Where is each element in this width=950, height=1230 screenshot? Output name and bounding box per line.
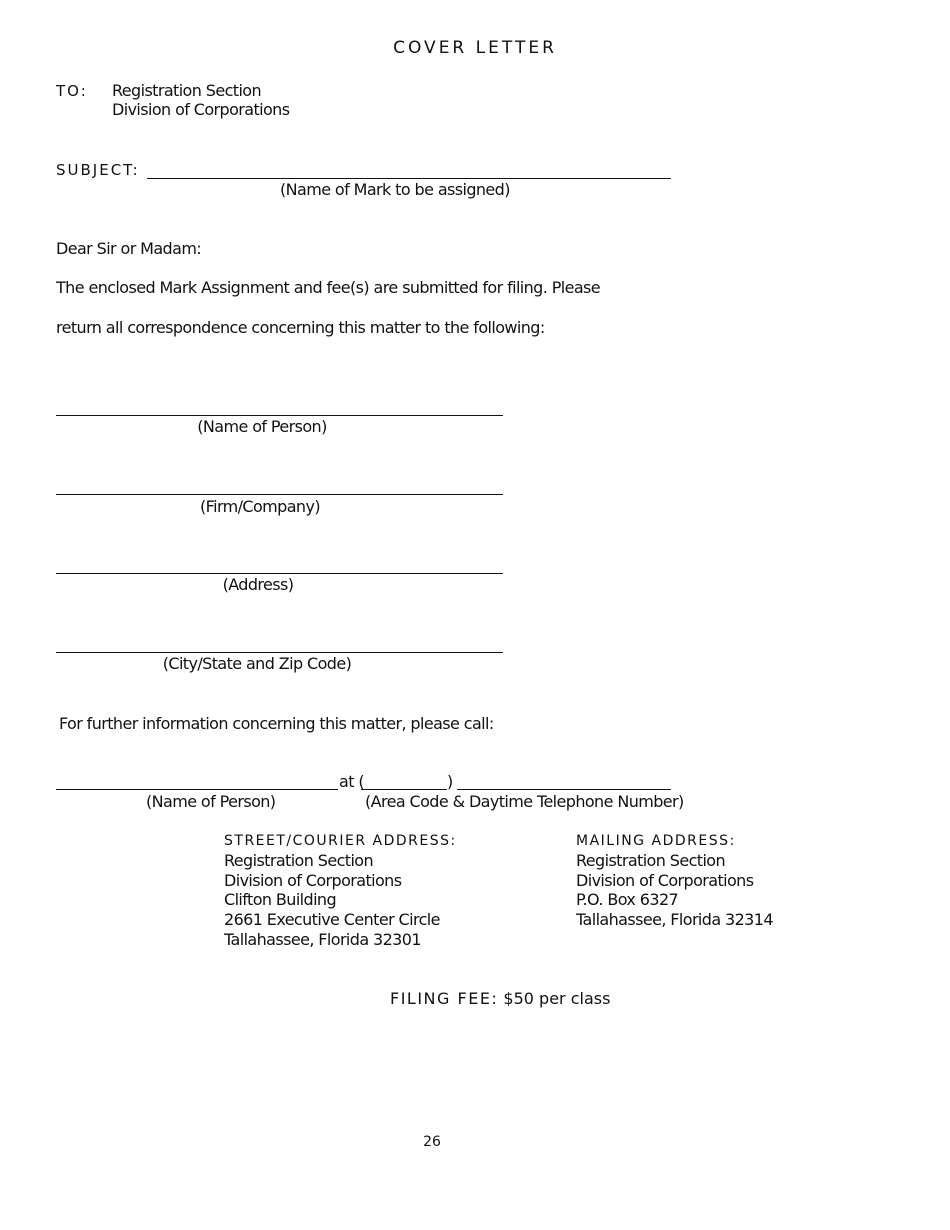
street-address-line: 2661 Executive Center Circle <box>224 910 440 929</box>
mailing-address-line: Registration Section <box>576 851 726 870</box>
salutation: Dear Sir or Madam: <box>56 239 202 258</box>
phone-caption: (Area Code & Daytime Telephone Number) <box>365 792 684 811</box>
to-label: TO: <box>56 82 88 100</box>
street-address-line: Clifton Building <box>224 890 337 909</box>
contact-name-line[interactable] <box>56 789 338 790</box>
further-info-text: For further information concerning this matter, please call: <box>59 714 494 733</box>
mailing-address-heading: MAILING ADDRESS: <box>576 833 736 849</box>
street-address-line: Division of Corporations <box>224 871 402 890</box>
subject-label: SUBJECT: <box>56 161 140 179</box>
filing-fee-value: $50 per class <box>503 989 611 1008</box>
page-number: 26 <box>423 1134 441 1150</box>
mailing-address-line: P.O. Box 6327 <box>576 890 679 909</box>
city-state-zip-caption: (City/State and Zip Code) <box>162 654 352 673</box>
name-of-person-line[interactable] <box>56 415 503 416</box>
at-label: at ( <box>339 772 365 791</box>
mailing-address-line: Tallahassee, Florida 32314 <box>576 910 773 929</box>
address-line[interactable] <box>56 573 503 574</box>
city-state-zip-line[interactable] <box>56 652 503 653</box>
body-line-2: return all correspondence concerning this matter to the following: <box>56 318 545 337</box>
body-line-1: The enclosed Mark Assignment and fee(s) are submitted for filing. Please <box>56 278 601 297</box>
page-title: COVER LETTER <box>393 38 557 58</box>
filing-fee-label: FILING FEE: <box>390 989 499 1008</box>
contact-name-caption: (Name of Person) <box>146 792 276 811</box>
street-address-heading: STREET/COURIER ADDRESS: <box>224 833 457 849</box>
area-code-line[interactable] <box>361 789 447 790</box>
firm-company-line[interactable] <box>56 494 503 495</box>
street-address-line: Tallahassee, Florida 32301 <box>224 930 421 949</box>
phone-number-line[interactable] <box>457 789 671 790</box>
to-line-1: Registration Section <box>112 81 262 100</box>
subject-input-line[interactable] <box>147 178 671 179</box>
subject-caption: (Name of Mark to be assigned) <box>280 180 510 199</box>
filing-fee <box>390 989 610 1008</box>
street-address-line: Registration Section <box>224 851 374 870</box>
close-paren: ) <box>447 772 453 791</box>
to-line-2: Division of Corporations <box>112 100 290 119</box>
mailing-address-line: Division of Corporations <box>576 871 754 890</box>
address-caption: (Address) <box>222 575 294 594</box>
name-of-person-caption: (Name of Person) <box>197 417 327 436</box>
firm-company-caption: (Firm/Company) <box>200 497 320 516</box>
